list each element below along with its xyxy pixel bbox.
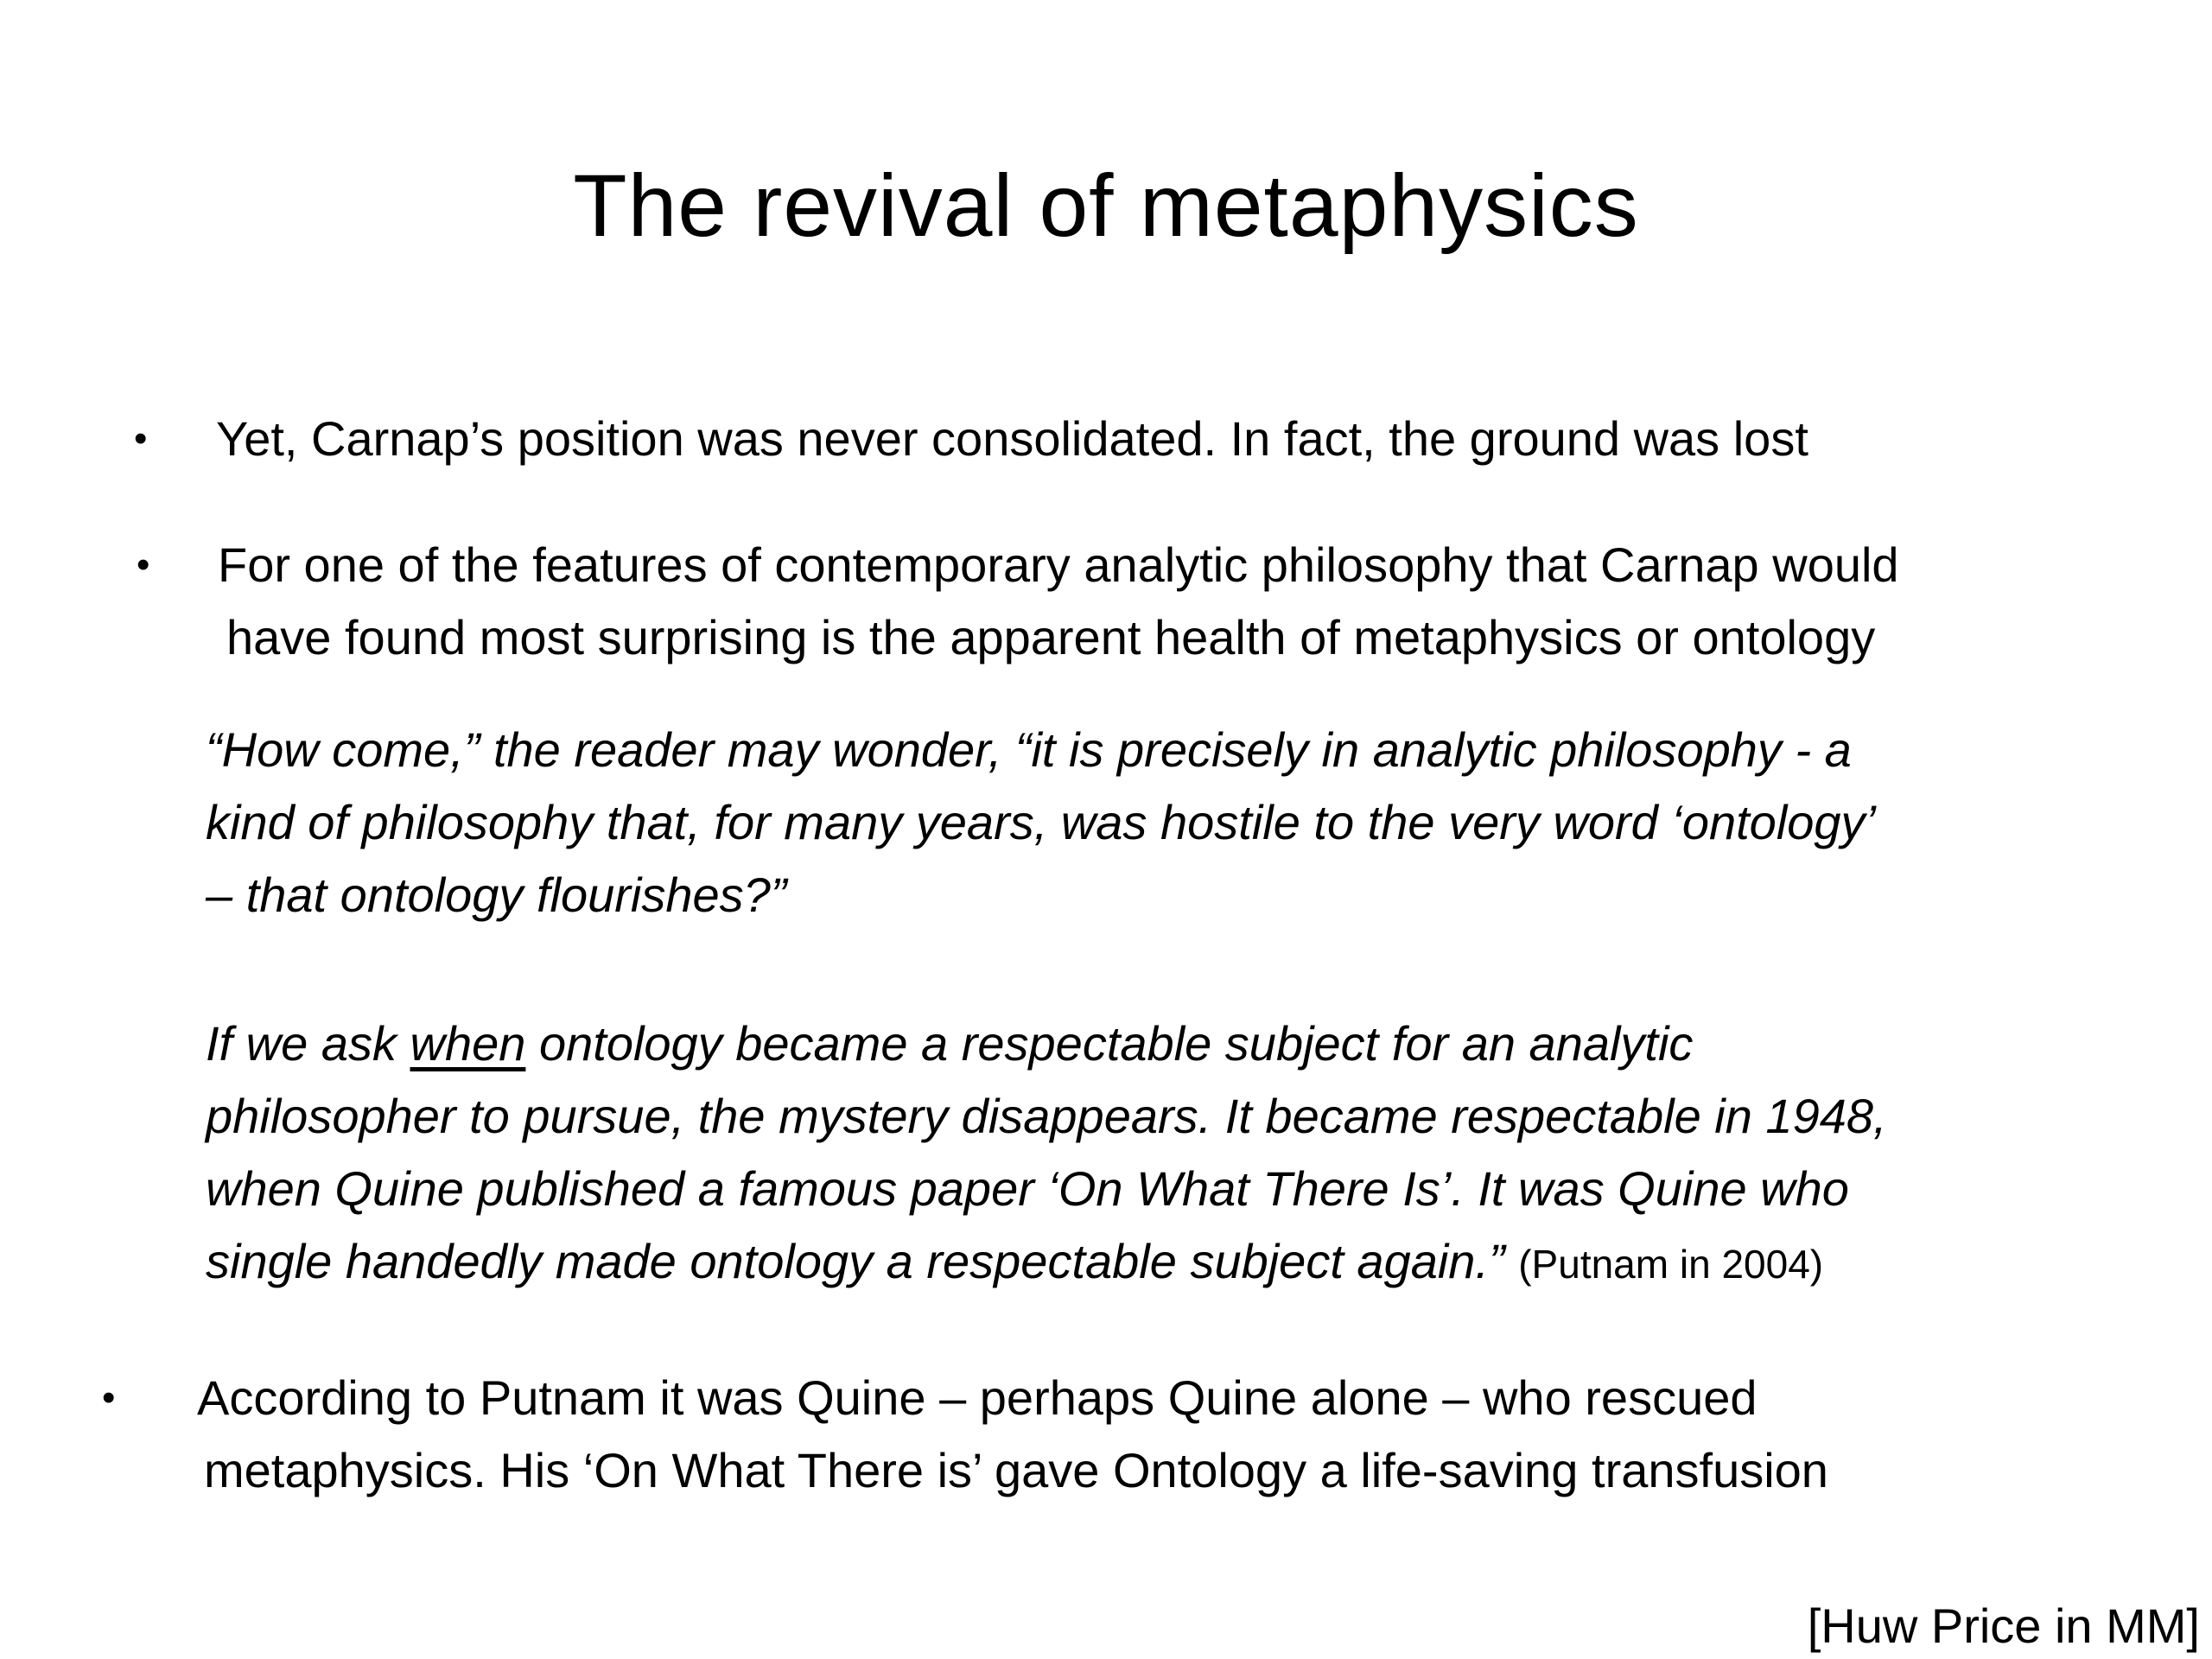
bullet-2-line-1: For one of the features of contemporary analytic philosophy that Carnap would <box>218 537 1899 592</box>
bullet-item-2 <box>218 529 1899 674</box>
bullet-2-line-2: have found most surprising is the apparent health of metaphysics or ontology <box>226 610 1876 664</box>
quote-2-line-3: when Quine published a famous paper ‘On What There Is’. It was Quine who <box>206 1161 1849 1216</box>
bullet-3-line-2: metaphysics. His ‘On What There is’ gave Ontology a life-saving transfusion <box>204 1443 1828 1497</box>
quote-2-line-1-start: If we ask <box>206 1016 410 1071</box>
bullet-item-1 <box>216 403 1808 475</box>
quote-2-line-2: philosopher to pursue, the mystery disappears. It became respectable in 1948, <box>206 1089 1887 1143</box>
quote-putnam-1 <box>206 714 1876 931</box>
source-attribution: [Huw Price in MM] <box>1807 1599 2200 1653</box>
bullet-3-line-1: According to Putnam it was Quine – perhaps Quine alone – who rescued <box>197 1370 1758 1425</box>
bullet-marker: • <box>137 543 150 586</box>
bullet-marker: • <box>102 1376 116 1419</box>
quote-2-line-4-text: single handedly made ontology a respectable subject again.” <box>206 1234 1505 1288</box>
bullet-1-line-1: Yet, Carnap’s position was never consolidated. In fact, the ground was lost <box>216 411 1808 466</box>
quote-2-emphasis-when: when <box>410 1016 526 1071</box>
bullet-item-3 <box>197 1362 1828 1507</box>
quote-citation: (Putnam in 2004) <box>1518 1242 1824 1287</box>
quote-2-line-4 <box>206 1225 1887 1300</box>
quote-1-line-3: – that ontology flourishes?” <box>206 868 787 922</box>
bullet-marker: • <box>134 417 148 460</box>
quote-putnam-2 <box>206 1007 1887 1300</box>
quote-1-line-1: “How come,” the reader may wonder, “it is precisely in analytic philosophy - a <box>206 722 1852 777</box>
quote-2-line-1-end: ontology became a respectable subject for an analytic <box>525 1016 1694 1071</box>
quote-2-line-1 <box>206 1007 1887 1080</box>
quote-1-line-2: kind of philosophy that, for many years, was hostile to the very word ‘ontology’ <box>206 795 1876 849</box>
slide-title: The revival of metaphysics <box>573 156 1639 255</box>
